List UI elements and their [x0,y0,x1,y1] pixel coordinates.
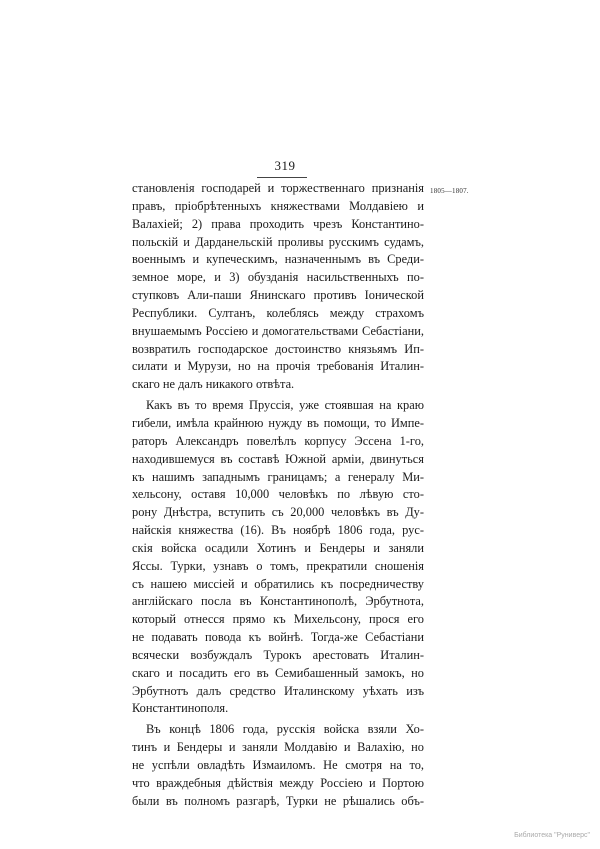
text-line: хельсону, оставя 10,000 человѣкъ по лѣвую сто- [132,487,424,502]
text-line: не успѣли овладѣть Измаиломъ. Не смотря на то, [132,758,424,772]
text-line: Константинополя. [132,701,229,716]
text-line: польскій и Дарданельскій проливы русскимъ судамъ, [132,234,424,249]
text-line: Въ концѣ 1806 года, русскія войска взяли Хо- [146,722,424,737]
text-line: Яссы. Турки, узнавъ о томъ, прекратили сношенія [132,558,424,573]
text-line: были въ полномъ разгарѣ, Турки не рѣшались объ- [132,793,424,808]
text-line: что враждебныя дѣйствія между Россіею и Портою [132,775,424,790]
text-line: скаго и посадить его въ Семибашенный замокъ, но [132,665,424,680]
body-text [132,180,424,811]
text-line: Республики. Султанъ, колеблясь между страхомъ [132,305,424,320]
text-line: гибели, имѣла крайнюю нужду въ помощи, то Импе- [132,415,424,430]
text-line: земное море, и 3) обузданія насильственныхъ по- [132,270,424,285]
text-line: который отнесся прямо къ Михельсону, прося его [132,612,424,627]
text-line: находившемуся въ составѣ Южной арміи, двинуться [132,451,424,466]
page-number: 319 [274,158,296,173]
text-line: Эрбутнотъ далъ средство Италинскому уѣхать изъ [132,683,424,698]
text-line: внушаемымъ Россіею и домогательствами Себастіани, [132,323,424,338]
text-line: силати и Мурузи, но на прочія требованія Италин- [132,359,424,374]
text-line: военнымъ и купеческимъ, назначеннымъ въ Среди- [132,252,424,267]
library-watermark: Библиотека "Руниверс" [514,832,590,839]
text-line: Какъ въ то время Пруссія, уже стоявшая на краю [146,398,424,413]
text-line: не подавать повода къ войнѣ. Тогда-же Себастіани [132,630,424,645]
text-line: тинъ и Бендеры и заняли Молдавію и Валахію, но [132,740,424,755]
text-line: всячески возбуждалъ Турокъ арестовать Италин- [132,647,424,662]
text-line: къ нашимъ западнымъ границамъ; а генералу Ми- [132,469,424,484]
text-line: скаго не далъ никакого отвѣта. [132,377,295,392]
text-line: рону Днѣстра, вступить съ 20,000 человѣкъ въ Ду- [132,505,424,520]
text-line: становленія господарей и торжественнаго признанія [132,181,424,195]
text-line: англійскаго посла въ Константинополѣ, Эрбутнота, [132,594,424,609]
text-line: найскія княжества (16). Въ ноябрѣ 1806 года, рус- [132,523,424,538]
text-line: Валахіей; 2) права проходить чрезъ Константино- [132,216,424,231]
text-line: ступковъ Али-паши Янинскаго противъ Іонической [132,288,424,303]
text-line: возвратилъ господарское достоинство князьямъ Ип- [132,341,424,356]
text-line: раторъ Александръ повелѣлъ корпусу Эссена 1-го, [132,433,424,448]
page-number-rule [257,177,307,178]
margin-date-note: 1805—1807. [430,187,469,195]
text-line: правъ, пріобрѣтенныхъ княжествами Молдавіею и [132,198,424,213]
text-line: скія войска осадили Хотинъ и Бендеры и заняли [132,540,424,555]
text-line: съ нашею миссіей и обратились къ посредничеству [132,576,424,591]
